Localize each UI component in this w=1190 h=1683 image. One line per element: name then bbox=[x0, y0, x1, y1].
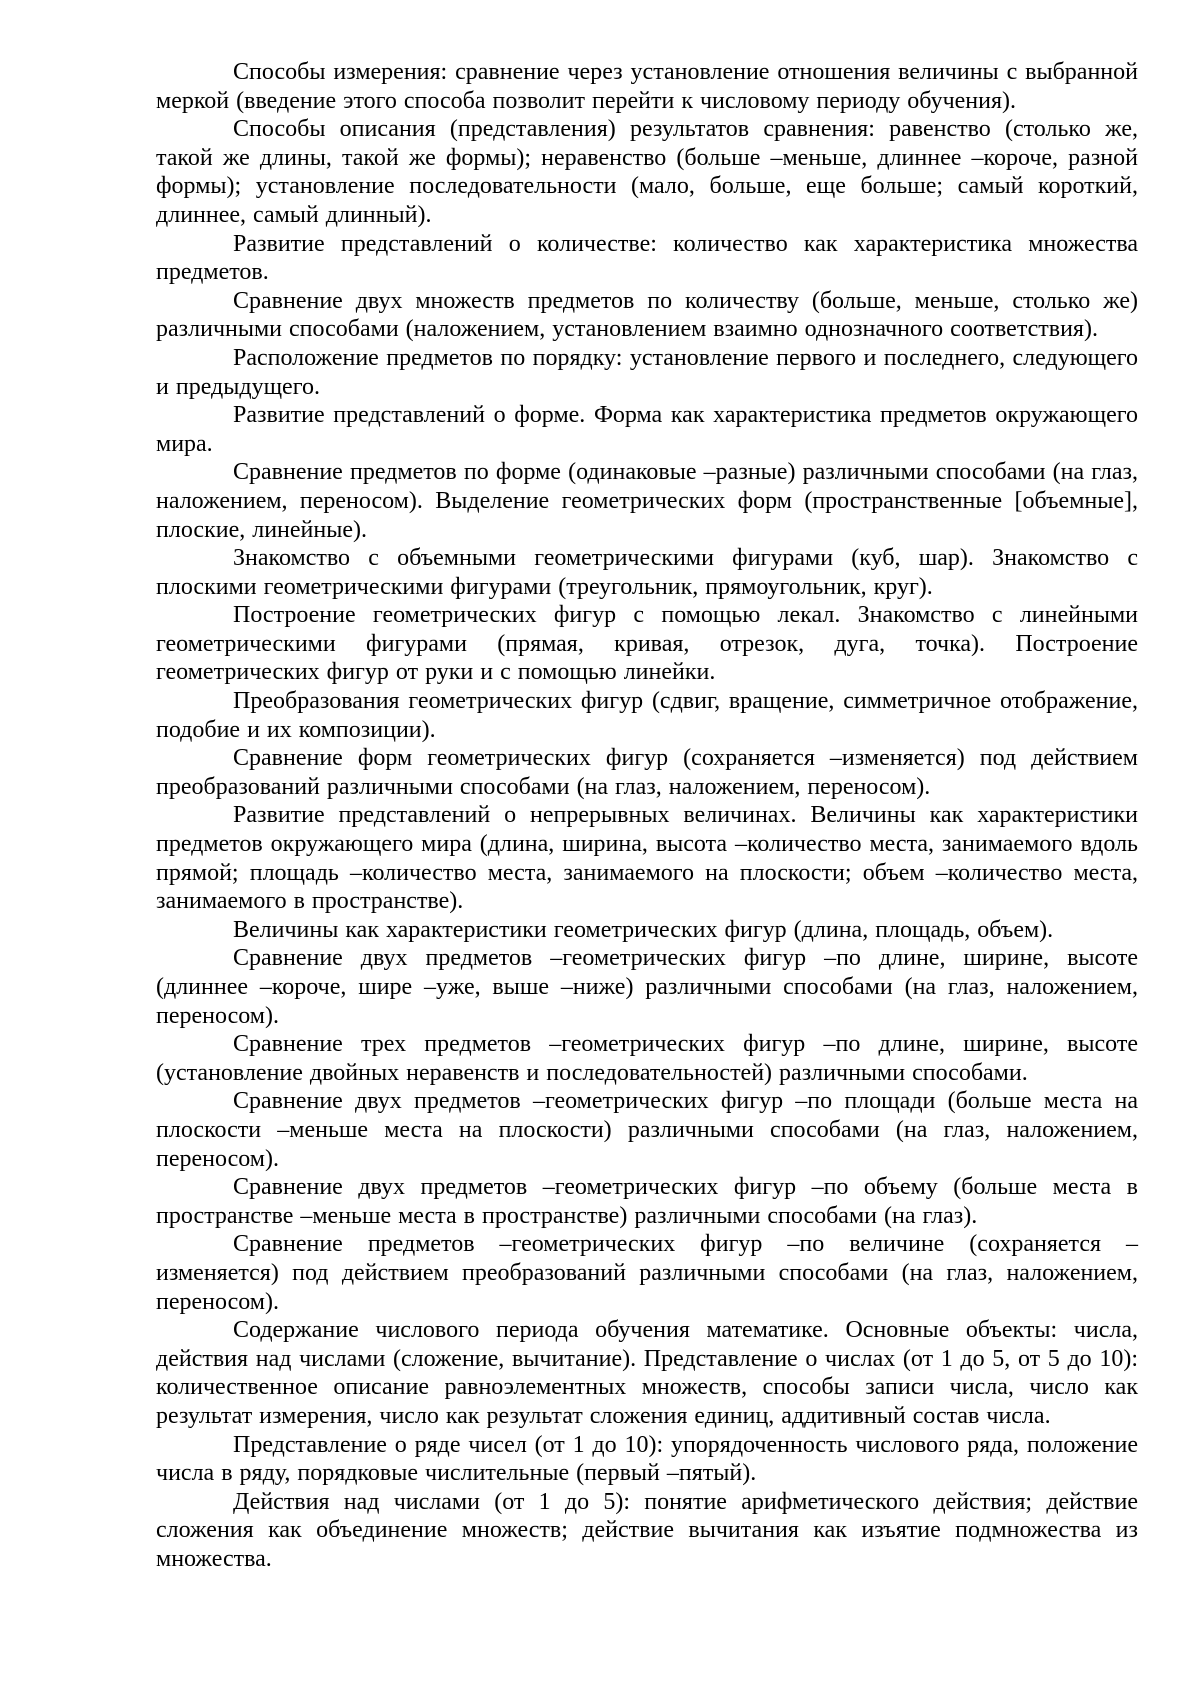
paragraph-form-concept: Развитие представлений о форме. Форма как характеристика предметов окружающего мира. bbox=[156, 402, 1138, 457]
paragraph-figure-magnitudes: Величины как характеристики геометрических фигур (длина, площадь, объем). bbox=[233, 916, 1054, 943]
paragraph-size-invariance: Сравнение предметов –геометрических фигур –по величине (сохраняется – изменяется) под действием преобразований различными способами (на глаз, наложением, переносом). bbox=[156, 1231, 1138, 1315]
paragraph-set-comparison: Сравнение двух множеств предметов по количеству (больше, меньше, столько же) различными способами (наложением, установлением взаимно однозначного соответствия). bbox=[156, 287, 1138, 343]
paragraph-two-objects-area: Сравнение двух предметов –геометрических фигур –по площади (больше места на плоскости –меньше места на плоскости) различными способами (на глаз, наложением, переносом). bbox=[156, 1088, 1138, 1172]
paragraph-continuous-magnitudes: Развитие представлений о непрерывных величинах. Величины как характеристики предметов окружающего мира (длина, ширина, высота –количество места, занимаемого вдоль прямой; площадь –количество места, занимаемого на плоскости; объем –количество места, занимаемого в пространстве). bbox=[156, 802, 1138, 915]
paragraph-number-series: Представление о ряде чисел (от 1 до 10): упорядоченность числового ряда, положение числа в ряду, порядковые числительные (первый –пятый). bbox=[156, 1431, 1138, 1487]
paragraph-measurement-methods: Способы измерения: сравнение через установление отношения величины с выбранной меркой (введение этого способа позволит перейти к числовому периоду обучения). bbox=[156, 59, 1138, 114]
paragraph-3d-2d-figures: Знакомство с объемными геометрическими фигурами (куб, шар). Знакомство с плоскими геометрическими фигурами (треугольник, прямоугольник, круг). bbox=[156, 545, 1138, 600]
paragraph-form-comparison: Сравнение предметов по форме (одинаковые –разные) различными способами (на глаз, наложением, переносом). Выделение геометрических форм (пространственные [объемные], плоские, линейные). bbox=[156, 459, 1138, 543]
paragraph-ordering: Расположение предметов по порядку: установление первого и последнего, следующего и предыдущего. bbox=[156, 344, 1138, 400]
paragraph-number-operations: Действия над числами (от 1 до 5): понятие арифметического действия; действие сложения как объединение множеств; действие вычитания как изъятие подмножества из множества. bbox=[156, 1488, 1138, 1572]
paragraph-three-objects-length: Сравнение трех предметов –геометрических фигур –по длине, ширине, высоте (установление двойных неравенств и последовательностей) различными способами. bbox=[156, 1031, 1138, 1086]
paragraph-two-objects-length: Сравнение двух предметов –геометрических фигур –по длине, ширине, высоте (длиннее –короче, шире –уже, выше –ниже) различными способами (на глаз, наложением, переносом). bbox=[156, 945, 1138, 1029]
paragraph-quantity-concept: Развитие представлений о количестве: количество как характеристика множества предметов. bbox=[156, 230, 1138, 286]
paragraph-figure-construction: Построение геометрических фигур с помощью лекал. Знакомство с линейными геометрическими фигурами (прямая, кривая, отрезок, дуга, точка). Построение геометрических фигур от руки и с помощью линейки. bbox=[156, 602, 1138, 686]
paragraph-numeric-period-content: Содержание числового периода обучения математике. Основные объекты: числа, действия над числами (сложение, вычитание). Представление о числах (от 1 до 5, от 5 до 10): количественное описание равноэлементных множеств, способы записи числа, число как результат измерения, число как результат сложения единиц, аддитивный состав числа. bbox=[156, 1317, 1138, 1429]
paragraph-description-methods: Способы описания (представления) результатов сравнения: равенство (столько же, такой же длины, такой же формы); неравенство (больше –меньше, длиннее –короче, разной формы); установление последовательности (мало, больше, еще больше; самый короткий, длиннее, самый длинный). bbox=[156, 116, 1138, 228]
paragraph-two-objects-volume: Сравнение двух предметов –геометрических фигур –по объему (больше места в пространстве –меньше места в пространстве) различными способами (на глаз). bbox=[156, 1174, 1138, 1229]
paragraph-figure-transformations: Преобразования геометрических фигур (сдвиг, вращение, симметричное отображение, подобие и их композиции). bbox=[156, 688, 1138, 743]
text-block bbox=[156, 58, 1138, 1573]
paragraph-form-invariance: Сравнение форм геометрических фигур (сохраняется –изменяется) под действием преобразований различными способами (на глаз, наложением, переносом). bbox=[156, 745, 1138, 800]
